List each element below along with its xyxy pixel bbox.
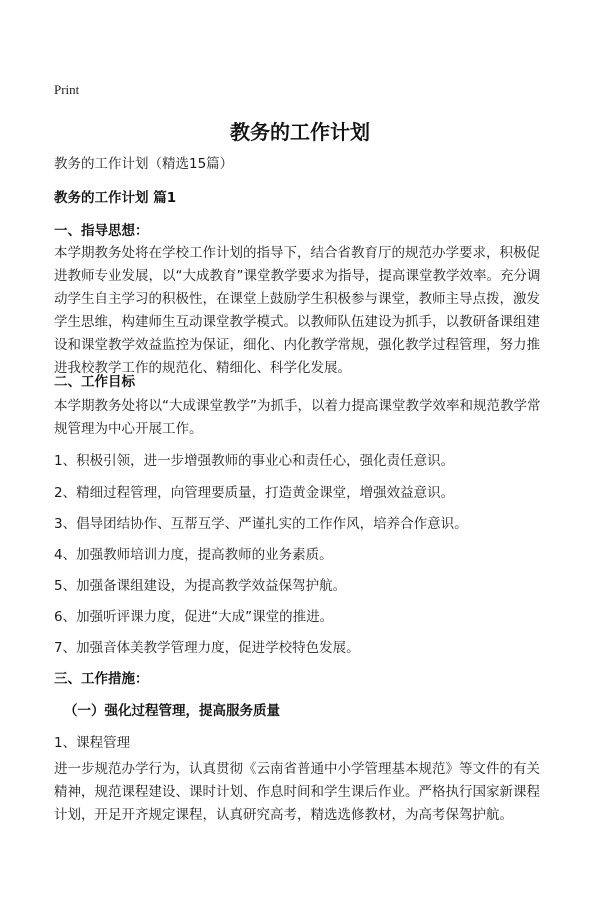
paragraph-line: 进教师专业发展，以“大成教育”课堂教学要求为指导，提高课堂教学效率。充分调 [54, 268, 541, 284]
paragraph-line: 动学生自主学习的积极性，在课堂上鼓励学生积极参与课堂，教师主导点拨，激发 [54, 291, 540, 307]
print-label: Print [54, 82, 80, 97]
goal-item: 2、精细过程管理，向管理要质量，打造黄金课堂，增强效益意识。 [54, 485, 455, 501]
paragraph-line: 计划，开足开齐规定课程，认真研究高考，精选选修教材，为高考保驾护航。 [54, 807, 513, 823]
goal-item: 5、加强备课组建设，为提高教学效益保驾护航。 [54, 578, 347, 594]
goal-item: 3、倡导团结协作、互帮互学、严谨扎实的工作作风，培养合作意识。 [54, 516, 468, 532]
goal-item: 4、加强教师培训力度，提高教师的业务素质。 [54, 547, 333, 563]
article-heading: 教务的工作计划 篇1 [54, 190, 177, 206]
paragraph-line: 规管理为中心开展工作。 [54, 421, 203, 437]
paragraph-line: 精神，规范课程建设、课时计划、作息时间和学生课后作业。严格执行国家新课程 [54, 784, 540, 800]
paragraph-line: 进一步规范办学行为，认真贯彻《云南省普通中小学管理基本规范》等文件的有关 [54, 761, 540, 777]
document-title: 教务的工作计划 [230, 120, 370, 144]
section1-heading: 一、指导思想： [54, 223, 149, 239]
section2-intro [54, 395, 554, 441]
goal-item: 7、加强音体美教学管理力度，促进学校特色发展。 [54, 640, 360, 656]
subtitle: 教务的工作计划（精选15篇） [54, 156, 234, 172]
goal-item: 6、加强听评课力度，促进“大成”课堂的推进。 [54, 609, 334, 625]
section1-paragraph [54, 242, 554, 380]
paragraph-line: 学生思维，构建师生互动课堂教学模式。以教师队伍建设为抓手，以教研备课组建 [54, 314, 540, 330]
paragraph-line: 设和课堂教学效益监控为保证，细化、内化教学常规，强化教学过程管理，努力推 [54, 337, 540, 353]
item1-heading: 1、课程管理 [54, 735, 131, 751]
section3-heading: 三、工作措施： [54, 671, 149, 687]
paragraph-line: 本学期教务处将在学校工作计划的指导下，结合省教育厅的规范办学要求，积极促 [54, 245, 540, 261]
item1-paragraph [54, 758, 554, 827]
subsection1-heading: （一）强化过程管理，提高服务质量 [64, 703, 280, 719]
paragraph-line: 本学期教务处将以“大成课堂教学”为抓手，以着力提高课堂教学效率和规范教学常 [54, 398, 541, 414]
paragraph-line: 进我校教学工作的规范化、精细化、科学化发展。 [54, 360, 351, 376]
goal-item: 1、积极引领，进一步增强教师的事业心和责任心，强化责任意识。 [54, 453, 455, 469]
section2-heading: 二、工作目标 [54, 374, 135, 390]
